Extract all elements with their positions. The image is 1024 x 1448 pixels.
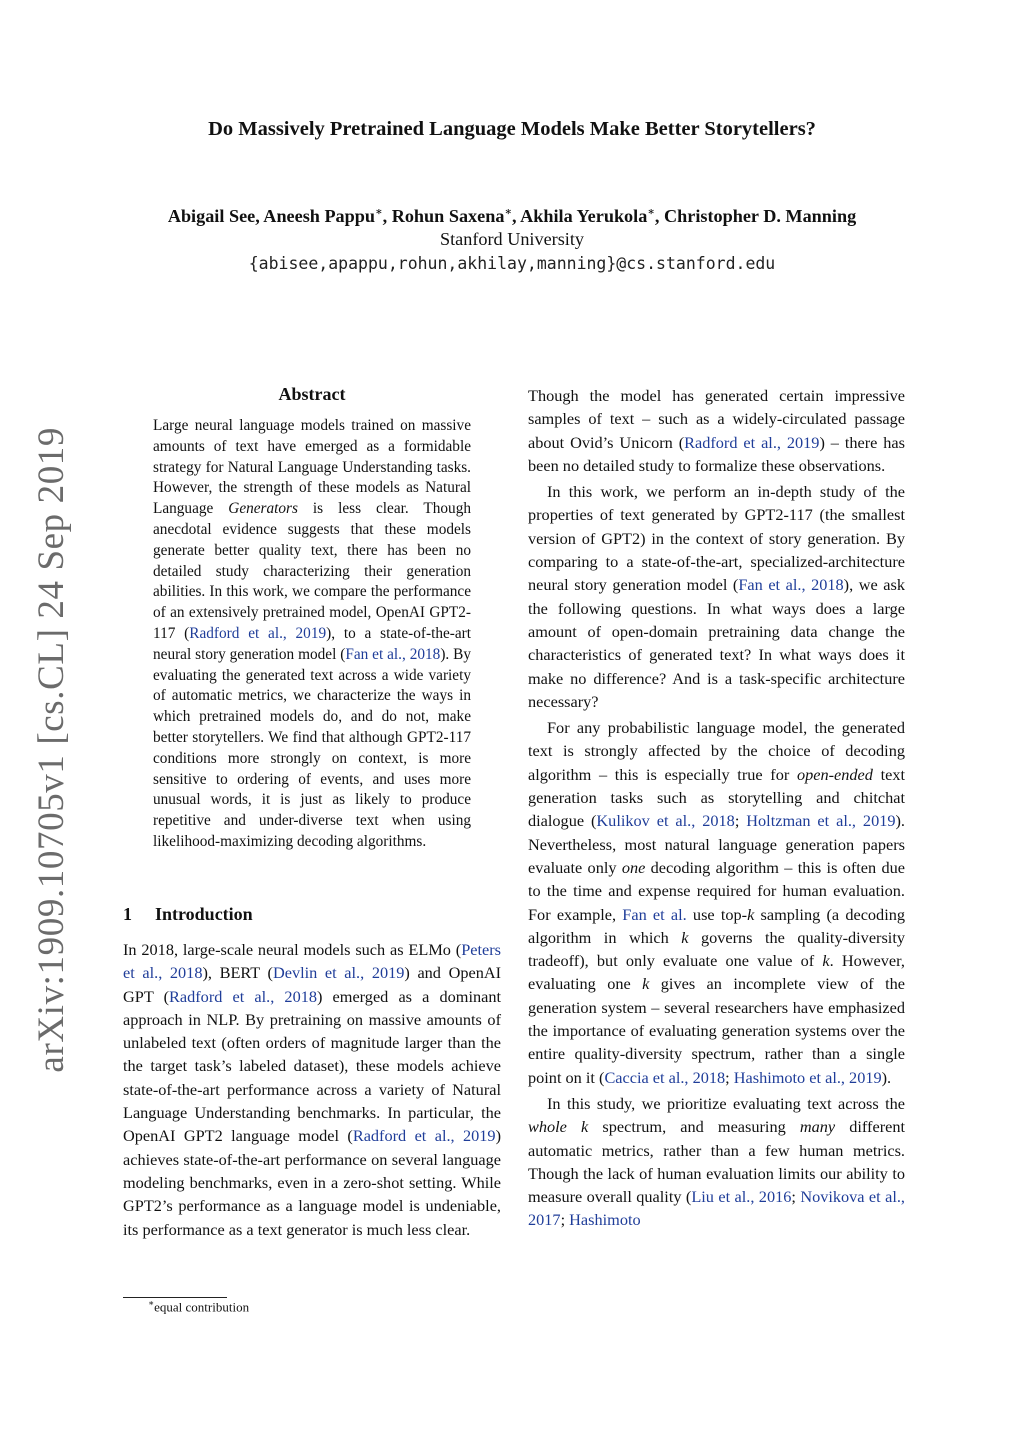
right-column: [528, 384, 905, 1235]
citation-link[interactable]: Liu et al., 2016: [691, 1187, 792, 1207]
arxiv-stamp: [18, 427, 84, 1073]
footnote-mark: ∗: [148, 1298, 155, 1308]
arxiv-stamp-text: arXiv:1909.10705v1 [cs.CL] 24 Sep 2019: [30, 427, 72, 1073]
citation-link[interactable]: Hashimoto et al., 2019: [733, 1067, 882, 1087]
introduction-paragraph: In 2018, large-scale neural models such as ELMo (Peters et al., 2018), BERT (Devlin et al., 2019) and OpenAI GPT (Radford et al., 2018) emerged as a dominant approach in NLP. By pretraining on massive amounts of unlabeled text (often orders of magnitude larger than the the target task’s labeled dataset), these models achieve state-of-the-art performance across a variety of Natural Language Understanding benchmarks. In particular, the OpenAI GPT2 language model (Radford et al., 2019) achieves state-of-the-art performance on several language modeling benchmarks, even in a zero-shot setting. While GPT2’s performance as a language model is undeniable, its performance as a text generator is much less clear.: [123, 940, 502, 1239]
author-saxena: Rohun Saxena: [391, 206, 505, 227]
author-yerukola: Akhila Yerukola: [520, 206, 648, 227]
paragraph: In this work, we perform an in-depth study of the properties of text generated by GPT2-117 (the smallest version of GPT2) in the context of story generation. By comparing to a state-of-the-art, specialized-architecture neural story generation model (Fan et al., 2018), we ask the following questions. In what ways does a large amount of open-domain pretraining data change the characteristics of generated text? In what ways does it make no difference? And is a task-specific architecture necessary?: [528, 482, 905, 711]
math-k: k: [642, 974, 650, 994]
footnote: [148, 1298, 249, 1315]
section-number: 1: [123, 904, 132, 924]
affiliation: Stanford University: [440, 229, 584, 249]
footnote-text: equal contribution: [154, 1299, 250, 1315]
paragraph: For any probabilistic language model, the generated text is strongly affected by the choice of decoding algorithm – this is especially true for open-ended text generation tasks such as storytelling and chitchat dialogue (Kulikov et al., 2018; Holtzman et al., 2019). Nevertheless, most natural language generation papers evaluate only one decoding algorithm – this is often due to the time and expense required for human evaluation. For example, Fan et al. use top-k sampling (a decoding algorithm in which k governs the quality-diversity tradeoff), but only evaluate one value of k. However, evaluating one k gives an incomplete view of the generation system – several researchers have emphasized the importance of evaluating generation systems over the entire quality-diversity spectrum, rather than a single point on it (Caccia et al., 2018; Hashimoto et al., 2019).: [528, 718, 906, 1087]
author-manning: Christopher D. Manning: [664, 206, 857, 227]
citation-link[interactable]: Fan et al.: [622, 904, 687, 924]
paper-title: Do Massively Pretrained Language Models Make Better Storytellers?: [208, 118, 816, 140]
author-emails: {abisee,apappu,rohun,akhilay,manning}@cs.stanford.edu: [248, 254, 776, 273]
author-group-1: Abigail See, Aneesh Pappu: [167, 206, 375, 227]
citation-link[interactable]: Radford et al., 2018: [169, 986, 317, 1006]
equal-contribution-mark: ∗: [504, 206, 513, 218]
abstract-body: Large neural language models trained on massive amounts of text have emerged as a formidable strategy for Natural Language Understanding tasks. However, the strength of these models as Natural Language Generators is less clear. Though anecdotal evidence suggests that these models generate better quality text, there has been no detailed study characterizing their generation abilities. In this work, we compare the performance of an extensively pretrained model, OpenAI GPT2-117 (Radford et al., 2019), to a state-of-the-art neural story generation model (Fan et al., 2018). By evaluating the generated text across a wide variety of automatic metrics, we characterize the ways in which pretrained models do, and do not, make better storytellers. We find that although GPT2-117 conditions more strongly on context, is more sensitive to ordering of events, and uses more unusual words, it is just as likely to produce repetitive and under-diverse text when using likelihood-maximizing decoding algorithms.: [153, 417, 472, 850]
citation-link[interactable]: Radford et al., 2019: [352, 1126, 496, 1146]
equal-contribution-mark: ∗: [647, 206, 655, 218]
citation-link[interactable]: Holtzman et al., 2019: [746, 811, 896, 831]
citation-link[interactable]: Radford et al., 2019: [684, 432, 820, 452]
math-k: k: [581, 1117, 589, 1137]
math-k: k: [747, 904, 755, 924]
author-list: Abigail See, Aneesh Pappu∗, Rohun Saxena∗, Akhila Yerukola∗, Christopher D. Manning: [167, 206, 857, 227]
citation-link[interactable]: Radford et al., 2019: [189, 624, 327, 642]
equal-contribution-mark: ∗: [375, 206, 383, 218]
citation-link[interactable]: Novikova et al., 2017: [528, 1187, 905, 1230]
section-heading-introduction: [123, 904, 501, 925]
math-k: k: [822, 951, 830, 971]
citation-link[interactable]: Hashimoto: [569, 1210, 641, 1230]
citation-link[interactable]: Caccia et al., 2018: [604, 1067, 726, 1087]
section-title: Introduction: [155, 904, 253, 924]
citation-link[interactable]: Kulikov et al., 2018: [596, 811, 735, 831]
abstract-heading: Abstract: [278, 384, 346, 404]
paragraph: In this study, we prioritize evaluating text across the whole k spectrum, and measuring many different automatic metrics, rather than a few human metrics. Though the lack of human evaluation limits our ability to measure overall quality (Liu et al., 2016; Novikova et al., 2017; Hashimoto: [528, 1093, 906, 1230]
citation-link[interactable]: Fan et al., 2018: [738, 575, 844, 595]
citation-link[interactable]: Fan et al., 2018: [345, 645, 441, 663]
paragraph: Though the model has generated certain impressive samples of text – such as a widely-circulated passage about Ovid’s Unicorn (Radford et al., 2019) – there has been no detailed study to formalize these observations.: [528, 386, 905, 475]
citation-link[interactable]: Devlin et al., 2019: [272, 963, 405, 983]
citation-link[interactable]: Peters et al., 2018: [123, 940, 501, 983]
math-k: k: [681, 927, 689, 947]
